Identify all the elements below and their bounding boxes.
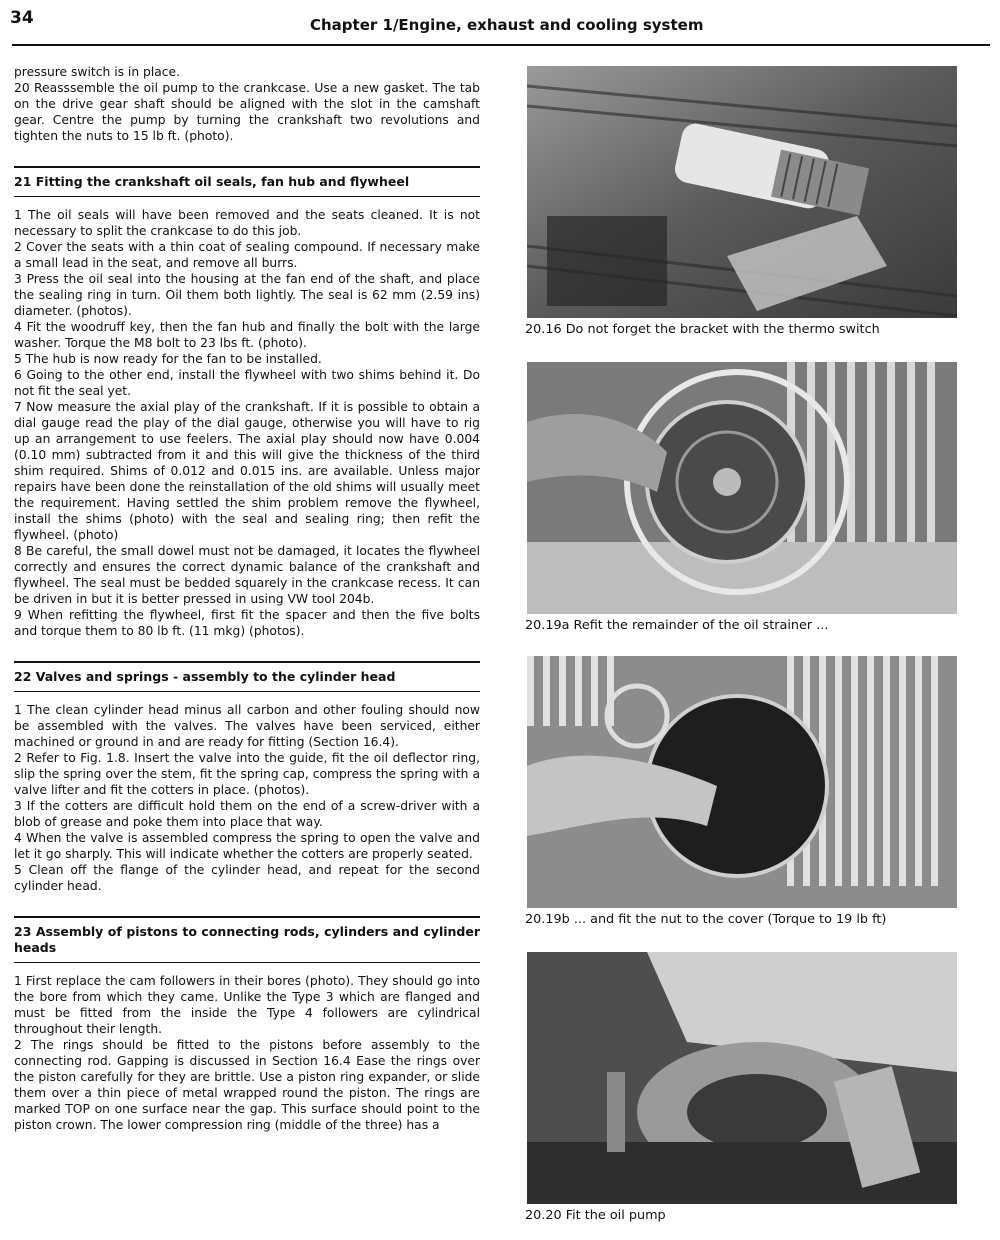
photo-oil-pump — [527, 952, 957, 1204]
section-paragraph: 7 Now measure the axial play of the crankshaft. If it is possible to obtain a dial gauge read the play of the dial gauge, otherwise you will have to rig up an arrangement to use feelers. The axial play should now have 0.004 (0.10 mm) subtracted from it and this will give the thickness of the third shim required. Shims of 0.012 and 0.015 ins. are available. Unless major repairs have been done the reinstallation of the old shims will usually meet the requirement. Having settled the shim problem remove the flywheel, install the shims (photo) with the seal and sealing ring; then refit the flywheel. (photo) — [14, 400, 480, 542]
running-title: Chapter 1/Engine, exhaust and cooling system — [310, 16, 704, 34]
figure-caption: 20.16 Do not forget the bracket with the thermo switch — [525, 322, 880, 337]
section-paragraph: 6 Going to the other end, install the flywheel with two shims behind it. Do not fit the seal yet. — [14, 368, 480, 398]
section-paragraph: 8 Be careful, the small dowel must not be damaged, it locates the flywheel correctly and ensures the correct dynamic balance of the crankshaft and flywheel. The seal must be bedded squarely in the crankcase recess. It can be driven in but it is better pressed in using VW tool 204b. — [14, 544, 480, 606]
figure-caption: 20.19b ... and fit the nut to the cover (Torque to 19 lb ft) — [525, 912, 887, 927]
photo-oil-strainer — [527, 362, 957, 614]
section-paragraph: 3 If the cotters are difficult hold them on the end of a screw-driver with a blob of grease and poke them into place that way. — [14, 799, 480, 829]
section-paragraph: 1 First replace the cam followers in their bores (photo). They should go into the bore from which they came. Unlike the Type 3 which are flanged and must be fitted from the inside the Type 4 followers are cylindrical throughout their length. — [14, 974, 480, 1036]
section-paragraph: 2 Cover the seats with a thin coat of sealing compound. If necessary make a small lead in the seat, and remove all burrs. — [14, 240, 480, 270]
section-paragraph: 5 Clean off the flange of the cylinder head, and repeat for the second cylinder head. — [14, 863, 480, 893]
section-23 — [14, 916, 480, 1133]
text-column — [14, 64, 480, 1133]
section-paragraph: 9 When refitting the flywheel, first fit the spacer and then the five bolts and torque them to 80 lb ft. (11 mkg) (photos). — [14, 608, 480, 638]
figure-caption: 20.19a Refit the remainder of the oil strainer ... — [525, 618, 829, 633]
section-paragraph: 1 The oil seals will have been removed and the seats cleaned. It is not necessary to split the crankcase to do this job. — [14, 208, 480, 238]
section-paragraph: 4 Fit the woodruff key, then the fan hub and finally the bolt with the large washer. Torque the M8 bolt to 23 lbs ft. (photo). — [14, 320, 480, 350]
header-rule — [12, 44, 990, 46]
page-number: 34 — [10, 8, 34, 28]
photo-cover-nut — [527, 656, 957, 908]
section-paragraph: 2 The rings should be fitted to the pistons before assembly to the connecting rod. Gapping is discussed in Section 16.4 Ease the rings over the piston carefully for they are brittle. Use a piston ring expander, or slide them over a thin piece of metal wrapped round the piston. The rings are marked TOP on one surface near the gap. This surface should point to the piston crown. The lower compression ring (middle of the three) has a — [14, 1038, 480, 1132]
section-title: 21 Fitting the crankshaft oil seals, fan hub and flywheel — [14, 166, 480, 197]
photo-thermo-switch — [527, 66, 957, 318]
section-title: 23 Assembly of pistons to connecting rods, cylinders and cylinder heads — [14, 916, 480, 963]
intro-paragraph: 20 Reasssemble the oil pump to the crankcase. Use a new gasket. The tab on the drive gear shaft should be aligned with the slot in the camshaft gear. Centre the pump by turning the crankshaft two revolutions and tighten the nuts to 15 lb ft. (photo). — [14, 81, 480, 143]
section-paragraph: 3 Press the oil seal into the housing at the fan end of the shaft, and place the sealing ring in turn. Oil them both lightly. The seal is 62 mm (2.59 ins) diameter. (photos). — [14, 272, 480, 318]
intro-paragraph: pressure switch is in place. — [14, 65, 181, 79]
section-title: 22 Valves and springs - assembly to the cylinder head — [14, 661, 480, 692]
section-paragraph: 2 Refer to Fig. 1.8. Insert the valve into the guide, fit the oil deflector ring, slip the spring over the stem, fit the spring cap, compress the spring with a valve lifter and fit the cotters in place. (photos). — [14, 751, 480, 797]
figure-caption: 20.20 Fit the oil pump — [525, 1208, 666, 1223]
section-paragraph: 5 The hub is now ready for the fan to be installed. — [14, 352, 322, 366]
section-21 — [14, 166, 480, 639]
section-paragraph: 1 The clean cylinder head minus all carbon and other fouling should now be assembled with the valves. The valves have been serviced, either machined or ground in and are ready for fitting (Section 16.4). — [14, 703, 480, 749]
section-paragraph: 4 When the valve is assembled compress the spring to open the valve and let it go sharply. This will indicate whether the cotters are properly seated. — [14, 831, 480, 861]
section-22 — [14, 661, 480, 894]
